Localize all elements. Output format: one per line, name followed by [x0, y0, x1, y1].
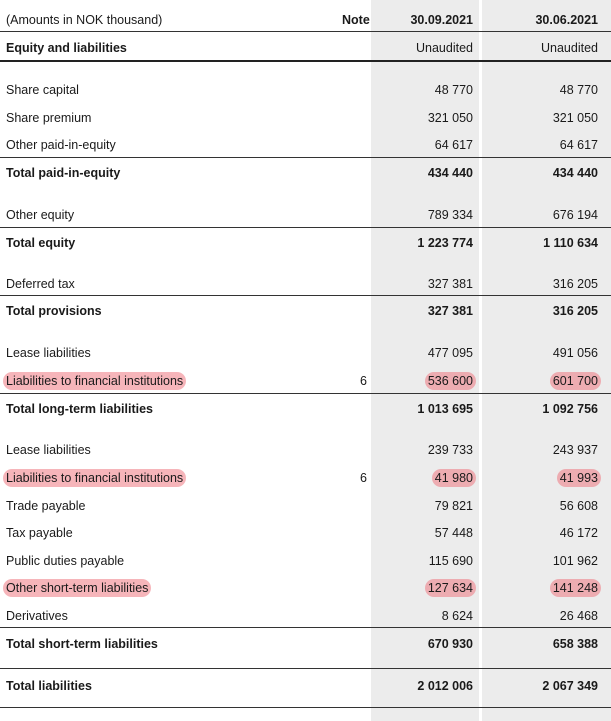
row-label: Lease liabilities — [6, 346, 91, 360]
current-period-header: 30.09.2021 — [410, 13, 473, 27]
prior-value: 316 205 — [552, 277, 598, 291]
row-label: Liabilities to financial institutions — [3, 469, 186, 487]
current-value: 434 440 — [427, 166, 473, 180]
current-audit-status: Unaudited — [416, 41, 473, 55]
row-label: Tax payable — [6, 526, 73, 540]
current-value: 79 821 — [434, 499, 473, 513]
current-value: 321 050 — [427, 111, 473, 125]
current-value: 8 624 — [441, 609, 473, 623]
current-value: 1 223 774 — [417, 236, 473, 250]
row-label: Other paid-in-equity — [6, 138, 116, 152]
divider — [0, 31, 611, 32]
current-value: 327 381 — [427, 304, 473, 318]
note-column-header: Note — [342, 13, 370, 27]
note-reference: 6 — [360, 374, 367, 388]
current-value: 670 930 — [427, 637, 473, 651]
current-value: 41 980 — [432, 469, 476, 487]
prior-value: 56 608 — [559, 499, 598, 513]
prior-value: 491 056 — [552, 346, 598, 360]
row-label: Share premium — [6, 111, 92, 125]
divider — [0, 668, 611, 669]
current-value: 477 095 — [427, 346, 473, 360]
prior-value: 48 770 — [559, 83, 598, 97]
row-label: Total paid-in-equity — [6, 166, 121, 180]
divider — [0, 60, 611, 62]
prior-value: 46 172 — [559, 526, 598, 540]
prior-value: 2 067 349 — [542, 679, 598, 693]
divider — [0, 295, 611, 296]
row-label: Deferred tax — [6, 277, 75, 291]
prior-value: 41 993 — [557, 469, 601, 487]
prior-value: 101 962 — [552, 554, 598, 568]
row-label: Derivatives — [6, 609, 68, 623]
prior-value: 434 440 — [552, 166, 598, 180]
row-label: Total long-term liabilities — [6, 402, 154, 416]
row-label: Liabilities to financial institutions — [3, 372, 186, 390]
prior-value: 1 110 634 — [543, 236, 598, 250]
divider — [0, 627, 611, 628]
current-value: 536 600 — [425, 372, 476, 390]
current-value: 57 448 — [434, 526, 473, 540]
prior-value: 243 937 — [552, 443, 598, 457]
current-value: 127 634 — [425, 579, 476, 597]
current-value: 48 770 — [434, 83, 473, 97]
row-label: Total liabilities — [6, 679, 92, 693]
row-label: Total provisions — [6, 304, 102, 318]
row-label: Other short-term liabilities — [3, 579, 151, 597]
current-value: 327 381 — [427, 277, 473, 291]
prior-value: 316 205 — [552, 304, 598, 318]
prior-value: 141 248 — [550, 579, 601, 597]
section-title: Equity and liabilities — [6, 41, 127, 55]
prior-value: 64 617 — [559, 138, 598, 152]
current-value: 64 617 — [434, 138, 473, 152]
row-label: Share capital — [6, 83, 79, 97]
row-label: Lease liabilities — [6, 443, 91, 457]
prior-value: 321 050 — [552, 111, 598, 125]
current-value: 115 690 — [428, 554, 473, 568]
row-label: Total equity — [6, 236, 76, 250]
row-label: Trade payable — [6, 499, 86, 513]
divider — [0, 227, 611, 228]
prior-value: 26 468 — [559, 609, 598, 623]
prior-value: 658 388 — [552, 637, 598, 651]
divider — [0, 393, 611, 394]
row-label: Public duties payable — [6, 554, 125, 568]
current-value: 789 334 — [427, 208, 473, 222]
current-value: 239 733 — [427, 443, 473, 457]
row-label: Total short-term liabilities — [6, 637, 158, 651]
prior-audit-status: Unaudited — [541, 41, 598, 55]
prior-value: 676 194 — [552, 208, 598, 222]
prior-value: 601 700 — [550, 372, 601, 390]
note-reference: 6 — [360, 471, 367, 485]
prior-value: 1 092 756 — [542, 402, 598, 416]
row-label: Other equity — [6, 208, 75, 222]
current-value: 1 013 695 — [417, 402, 473, 416]
divider — [0, 157, 611, 158]
current-value: 2 012 006 — [417, 679, 473, 693]
amounts-unit-label: (Amounts in NOK thousand) — [6, 13, 163, 27]
divider — [0, 707, 611, 708]
prior-period-header: 30.06.2021 — [535, 13, 598, 27]
